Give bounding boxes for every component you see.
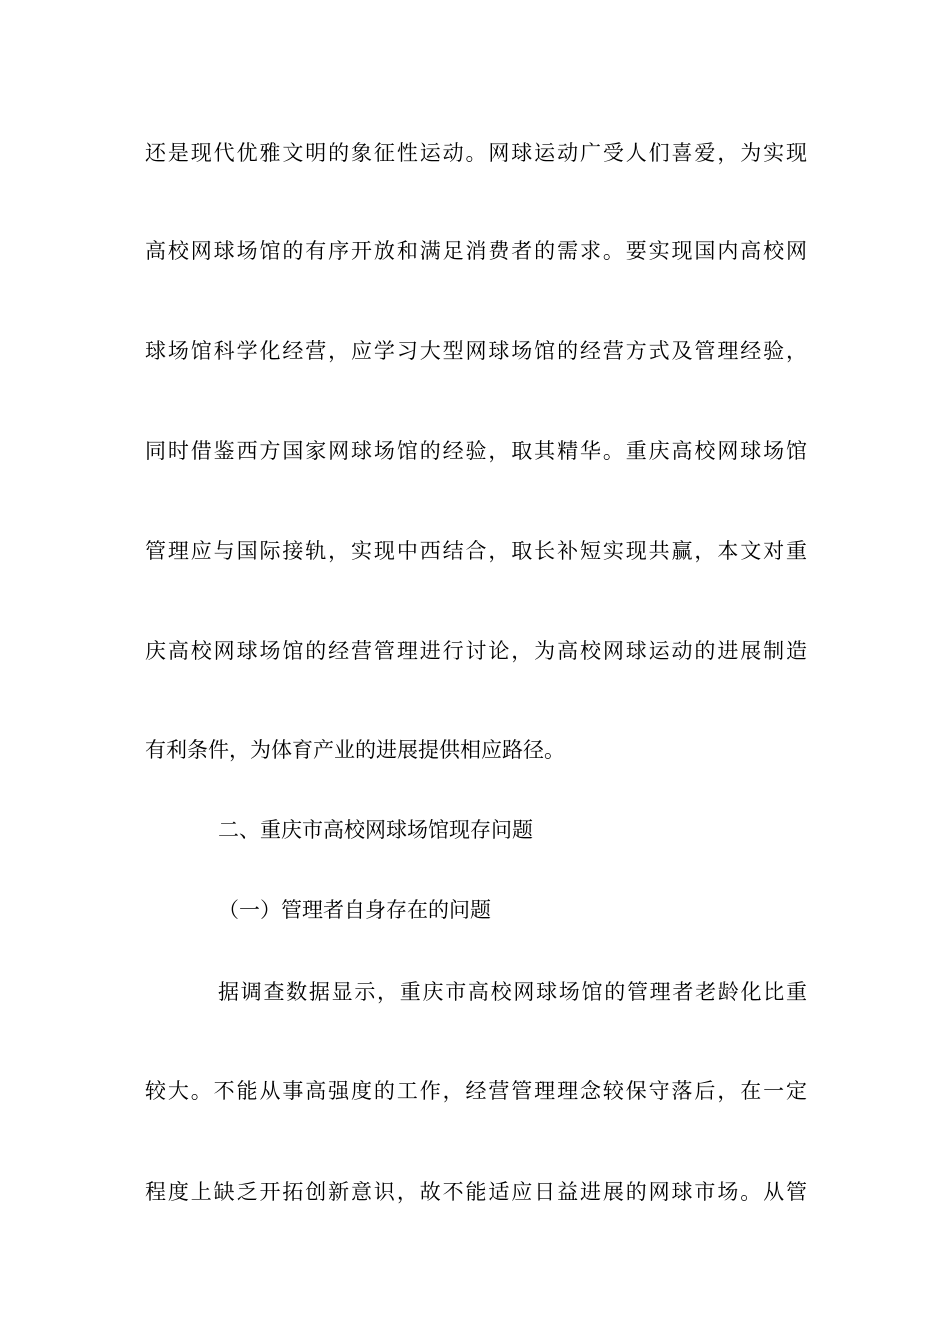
paragraph-line: 较大。不能从事高强度的工作，经营管理理念较保守落后，在一定 [145,1079,807,1103]
paragraph-line: 还是现代优雅文明的象征性运动。网球运动广受人们喜爱，为实现 [145,141,807,165]
subsection-heading: （一）管理者自身存在的问题 [218,898,491,922]
paragraph-line: 庆高校网球场馆的经营管理进行讨论，为高校网球运动的进展制造 [145,639,807,663]
paragraph-line: 球场馆科学化经营，应学习大型网球场馆的经营方式及管理经验， [145,339,807,363]
paragraph-first-line: 据调查数据显示，重庆市高校网球场馆的管理者老龄化比重 [218,980,807,1004]
section-heading: 二、重庆市高校网球场馆现存问题 [218,818,533,842]
paragraph-line: 同时借鉴西方国家网球场馆的经验，取其精华。重庆高校网球场馆 [145,439,807,463]
paragraph-line: 程度上缺乏开拓创新意识，故不能适应日益进展的网球市场。从管 [145,1180,807,1204]
paragraph-line: 管理应与国际接轨，实现中西结合，取长补短实现共赢，本文对重 [145,539,807,563]
paragraph-line: 高校网球场馆的有序开放和满足消费者的需求。要实现国内高校网 [145,239,807,263]
paragraph-line-last: 有利条件，为体育产业的进展提供相应路径。 [145,738,565,762]
